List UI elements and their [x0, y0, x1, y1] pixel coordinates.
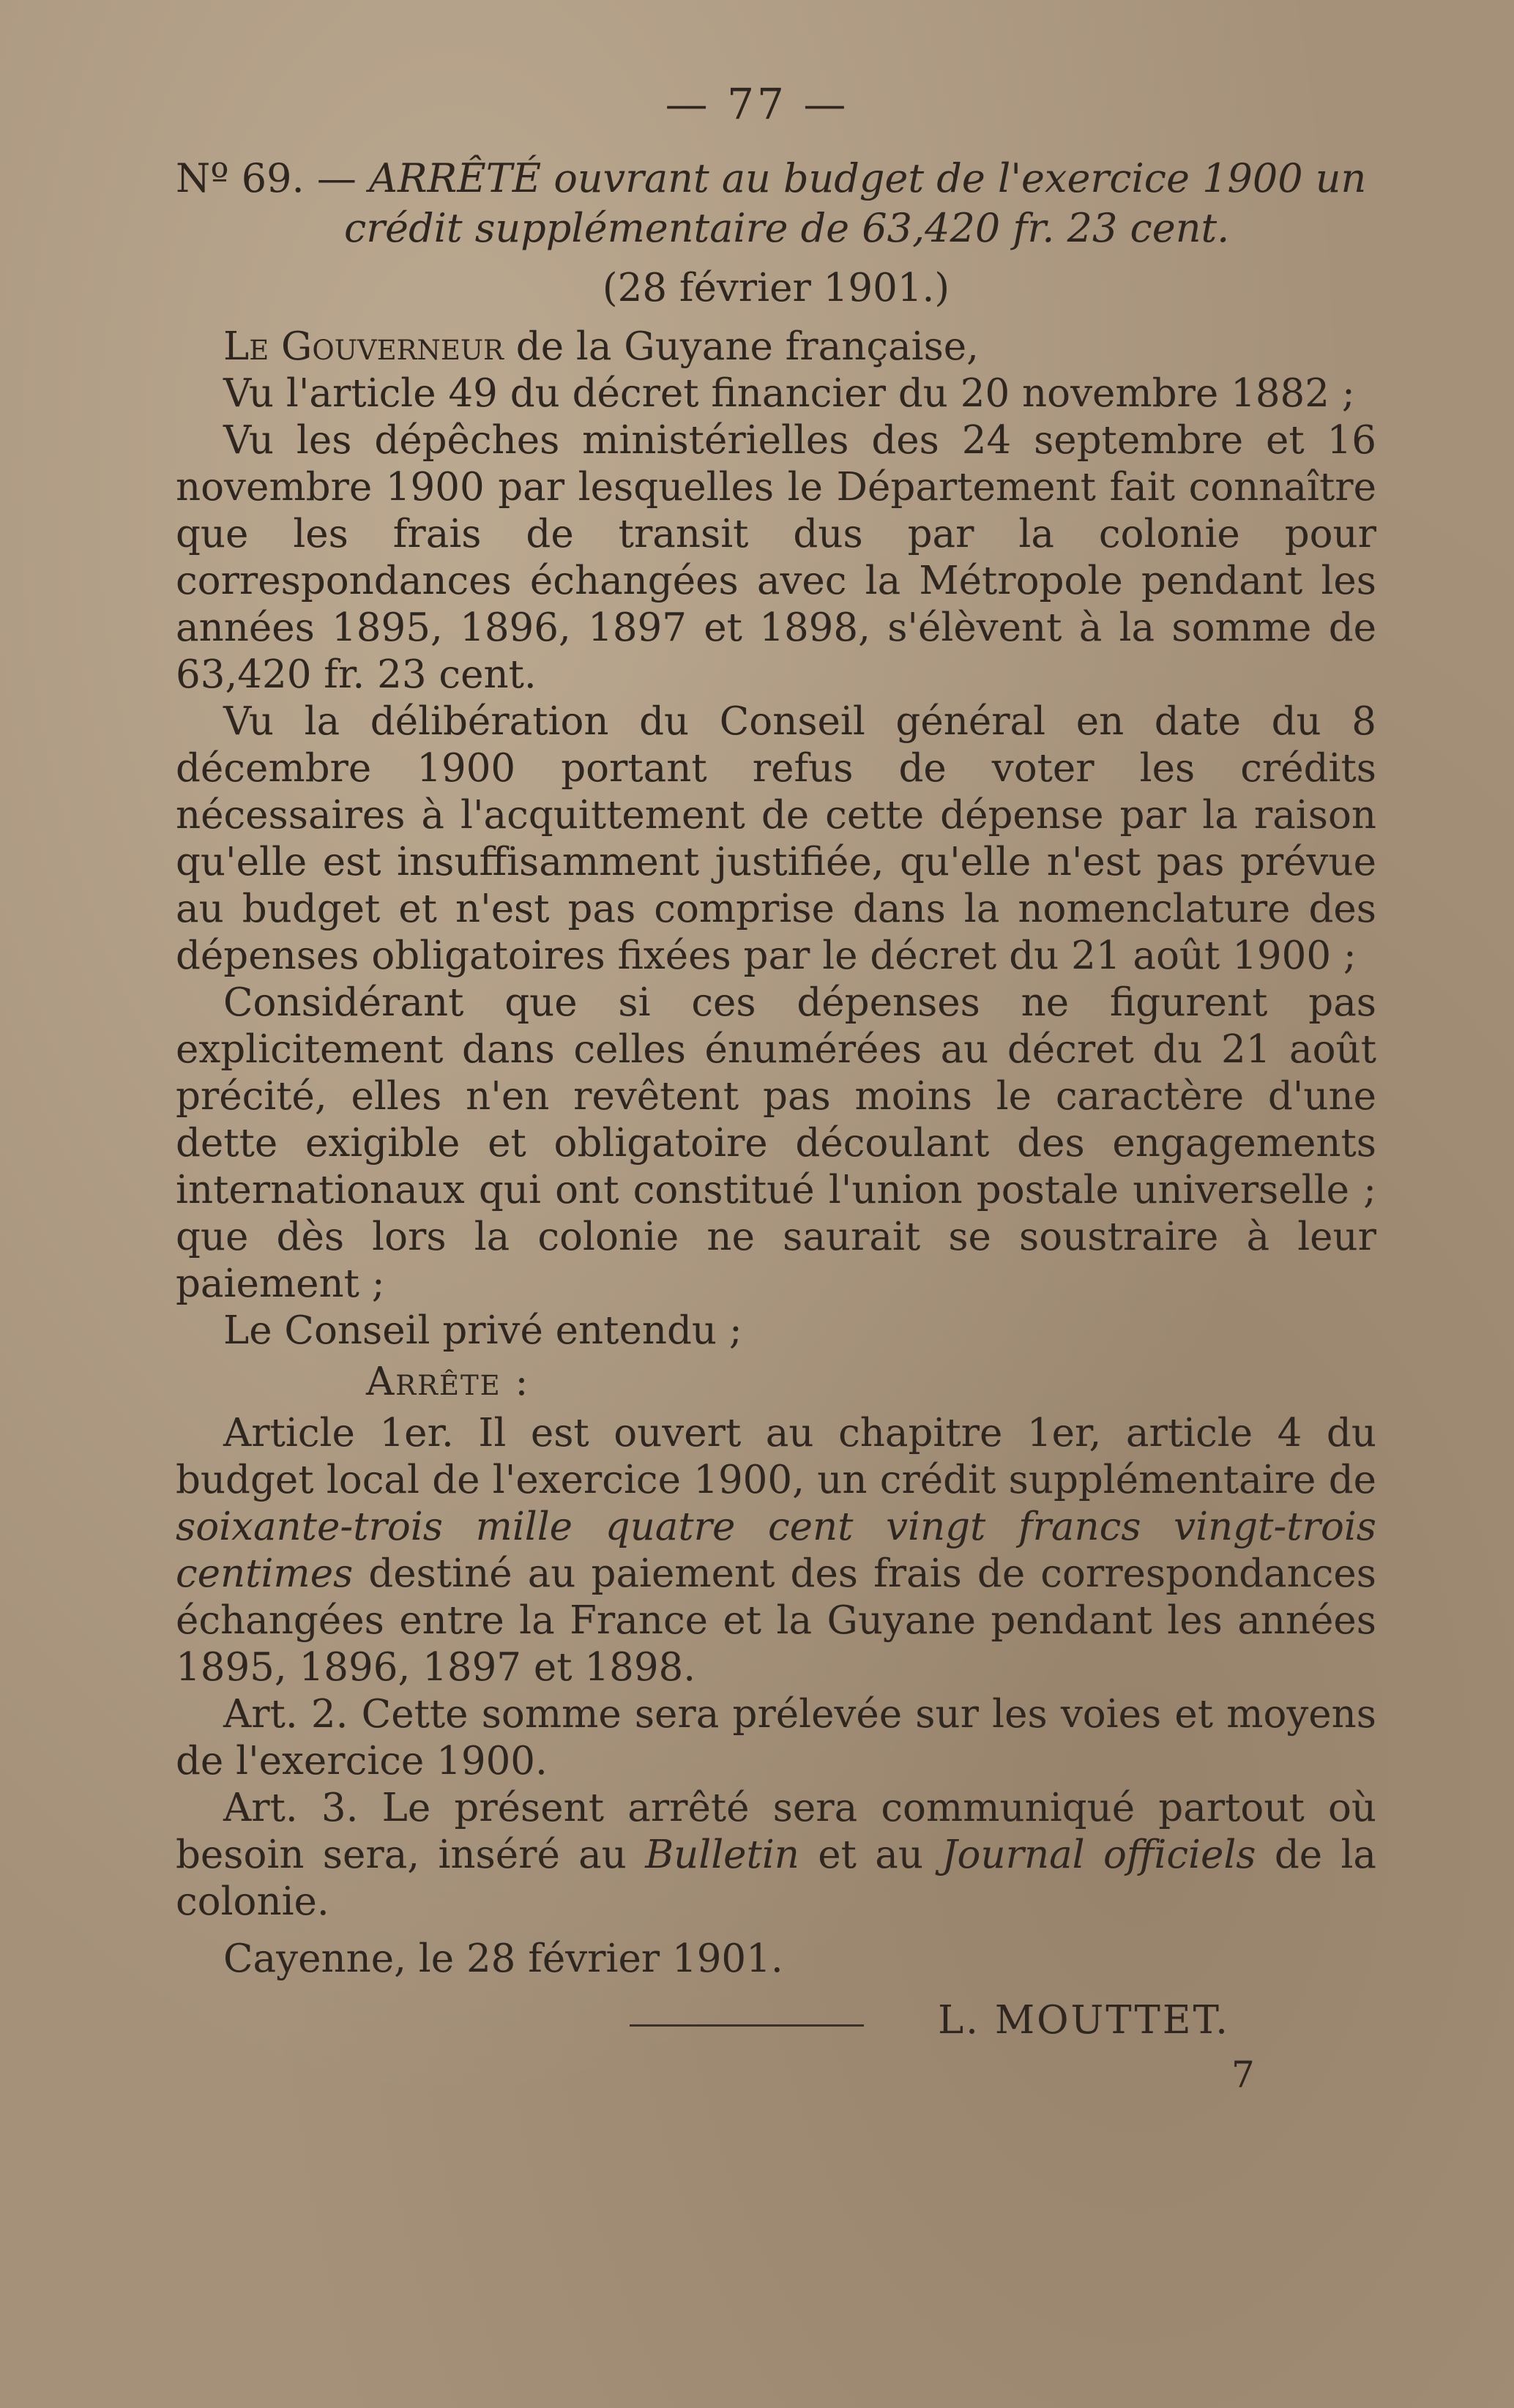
vu-paragraph-3: Vu la délibération du Conseil général en date du 8 décembre 1900 portant refus de voter les crédits nécessaires à l'acquittement de cette dépense par la raison qu'elle est insuffisamment justifiée, qu'elle n'est pas prévue au budget et n'est pas comprise dans la nomenclature des dépenses obligatoires fixées par le décret du 21 août 1900 ;: [176, 699, 1376, 978]
sheet-number: 7: [1231, 2054, 1255, 2096]
article-1-start: Article 1er. Il est ouvert au chapitre 1er, article 4 du budget local de l'exercice 1900, un crédit supplémentaire de: [176, 1411, 1376, 1502]
article-3-journal: Journal officiels: [941, 1833, 1256, 1877]
gouverneur-line: [176, 324, 1376, 370]
decree-title-line2: crédit supplémentaire de 63,420 fr. 23 cent.: [344, 205, 1230, 251]
gouverneur-label: Le Gouverneur: [223, 324, 504, 369]
gouverneur-rest: de la Guyane française,: [503, 324, 979, 369]
page-number: — 77 —: [665, 79, 849, 129]
decree-title-line1: ARRÊTÉ ouvrant au budget de l'exercice 1900 un: [369, 155, 1367, 201]
separator-rule: [630, 2024, 864, 2027]
document-body: [176, 154, 1376, 2044]
decree-number: Nº 69. —: [176, 155, 357, 201]
article-1-end: destiné au paiement des frais de correspondances échangées entre la France et la Guyane pendant les années 1895, 1896, 1897 et 1898.: [176, 1551, 1376, 1690]
article-1: [176, 1410, 1376, 1691]
signature: L. MOUTTET.: [937, 1998, 1230, 2043]
article-3-end: de la colonie.: [176, 1833, 1377, 1924]
article-3: [176, 1785, 1376, 1926]
article-3-bulletin: Bulletin: [645, 1833, 799, 1877]
decree-date: (28 février 1901.): [602, 266, 950, 310]
decree-title: [176, 154, 1376, 253]
vu-paragraph-1: Vu l'article 49 du décret financier du 20 novembre 1882 ;: [223, 371, 1355, 416]
vu-paragraph-2: Vu les dépêches ministérielles des 24 septembre et 16 novembre 1900 par lesquelles le Département fait connaître que les frais de transit dus par la colonie pour correspondances échangées avec la Métropole pendant les années 1895, 1896, 1897 et 1898, s'élèvent à la somme de 63,420 fr. 23 cent.: [176, 418, 1376, 697]
article-2: Art. 2. Cette somme sera prélevée sur les voies et moyens de l'exercice 1900.: [176, 1692, 1376, 1783]
place-and-date: Cayenne, le 28 février 1901.: [223, 1937, 783, 1981]
considerant-paragraph: Considérant que si ces dépenses ne figurent pas explicitement dans celles énumérées au décret du 21 août précité, elles n'en revêtent pas moins le caractère d'une dette exigible et obligatoire découlant des engagements internationaux qui ont constitué l'union postale universelle ; que dès lors la colonie ne saurait se soustraire à leur paiement ;: [176, 980, 1376, 1306]
arrete-heading: Arrête :: [366, 1360, 530, 1404]
conseil-paragraph: Le Conseil privé entendu ;: [223, 1308, 742, 1353]
article-3-mid: et au: [799, 1833, 942, 1877]
article-3-start: Art. 3. Le présent arrêté sera communiqué partout où besoin sera, inséré au: [176, 1786, 1376, 1877]
article-1-amount-words: soixante-trois mille quatre cent vingt francs vingt-trois centimes: [176, 1505, 1376, 1596]
